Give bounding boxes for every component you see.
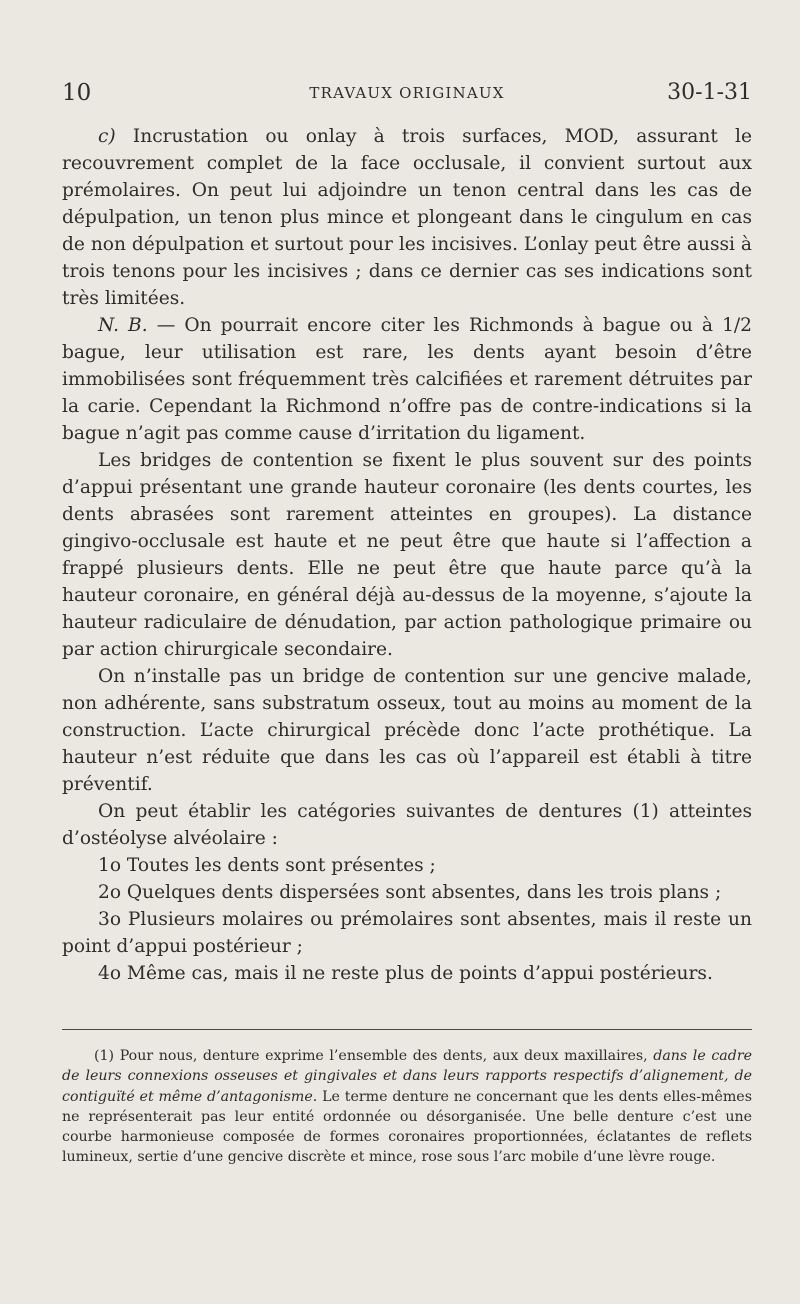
footnote-divider — [62, 1029, 752, 1030]
paragraph-onlay — [62, 123, 752, 312]
footnote-italic: dans le cadre de leurs connexions osseuses et gingivales et dans leurs rapports respectifs d’alignement, de contiguïté et même d’antagonisme. — [62, 1048, 752, 1105]
running-header — [62, 78, 752, 108]
footnote-rest: Le terme denture ne concernant que les dents elles-mêmes ne représenterait pas leur entité ordonnée ou désorganisée. Une belle denture c’est une courbe harmonieuse composée de formes coronaires proportionnées, éclatantes de reflets lumineux, sertie d’une gencive discrète et mince, rose sous l’arc mobile d’une lèvre rouge. — [62, 1088, 752, 1166]
paragraph-gencive: On n’installe pas un bridge de contention sur une gencive malade, non adhérente, sans substratum osseux, tout au moins au moment de la construction. L’acte chirurgical précède donc l’acte prothétique. La hauteur n’est réduite que dans les cas où l’appareil est établi à titre préventif. — [62, 666, 752, 795]
footnote — [62, 1046, 752, 1168]
item-label: c) — [98, 126, 116, 147]
paragraph-bridges: Les bridges de contention se fixent le plus souvent sur des points d’appui présentant une grande hauteur coronaire (les dents courtes, les dents abrasées sont rarement atteintes en groupes). La distance gingivo-occlusale est haute et ne peut être que haute si l’affection a frappé plusieurs dents. Elle ne peut être que haute parce qu’à la hauteur coronaire, en général déjà au-dessus de la moyenne, s’ajoute la hauteur radiculaire de dénudation, par action pathologique primaire ou par action chirurgicale secondaire. — [62, 450, 752, 660]
issue-reference: 30-1-31 — [667, 80, 752, 105]
paragraph-categories: On peut établir les catégories suivantes de dentures (1) atteintes d’ostéolyse alvéolaire : — [62, 801, 752, 849]
running-title: TRAVAUX ORIGINAUX — [309, 84, 505, 102]
main-text — [62, 123, 752, 987]
paragraph-nota-bene — [62, 312, 752, 447]
paragraph-text: — On pourrait encore citer les Richmonds à bague ou à 1/2 bague, leur utilisation est rare, les dents ayant besoin d’être immobilisées sont fréquemment très calcifiées et rarement détruites par la carie. Cependant la Richmond n’offre pas de contre-indications si la bague n’agit pas comme cause d’irritation du ligament. — [62, 315, 752, 444]
footnote-lead: (1) Pour nous, denture exprime l’ensemble des dents, aux deux maxillaires, — [94, 1048, 654, 1064]
list-item: 3o Plusieurs molaires ou prémolaires sont absentes, mais il reste un point d’appui postérieur ; — [62, 909, 752, 957]
nota-bene-label: N. B. — [98, 315, 148, 336]
page-number: 10 — [62, 80, 92, 106]
paragraph-text: Incrustation ou onlay à trois surfaces, MOD, assurant le recouvrement complet de la face occlusale, il convient surtout aux prémolaires. On peut lui adjoindre un tenon central dans les cas de dépulpation, un tenon plus mince et plongeant dans le cingulum en cas de non dépulpation et surtout pour les incisives. L’onlay peut être aussi à trois tenons pour les incisives ; dans ce dernier cas ses indications sont très limitées. — [62, 126, 752, 309]
list-item: 2o Quelques dents dispersées sont absentes, dans les trois plans ; — [98, 882, 722, 903]
list-item: 4o Même cas, mais il ne reste plus de points d’appui postérieurs. — [98, 963, 713, 984]
list-item: 1o Toutes les dents sont présentes ; — [98, 855, 436, 876]
